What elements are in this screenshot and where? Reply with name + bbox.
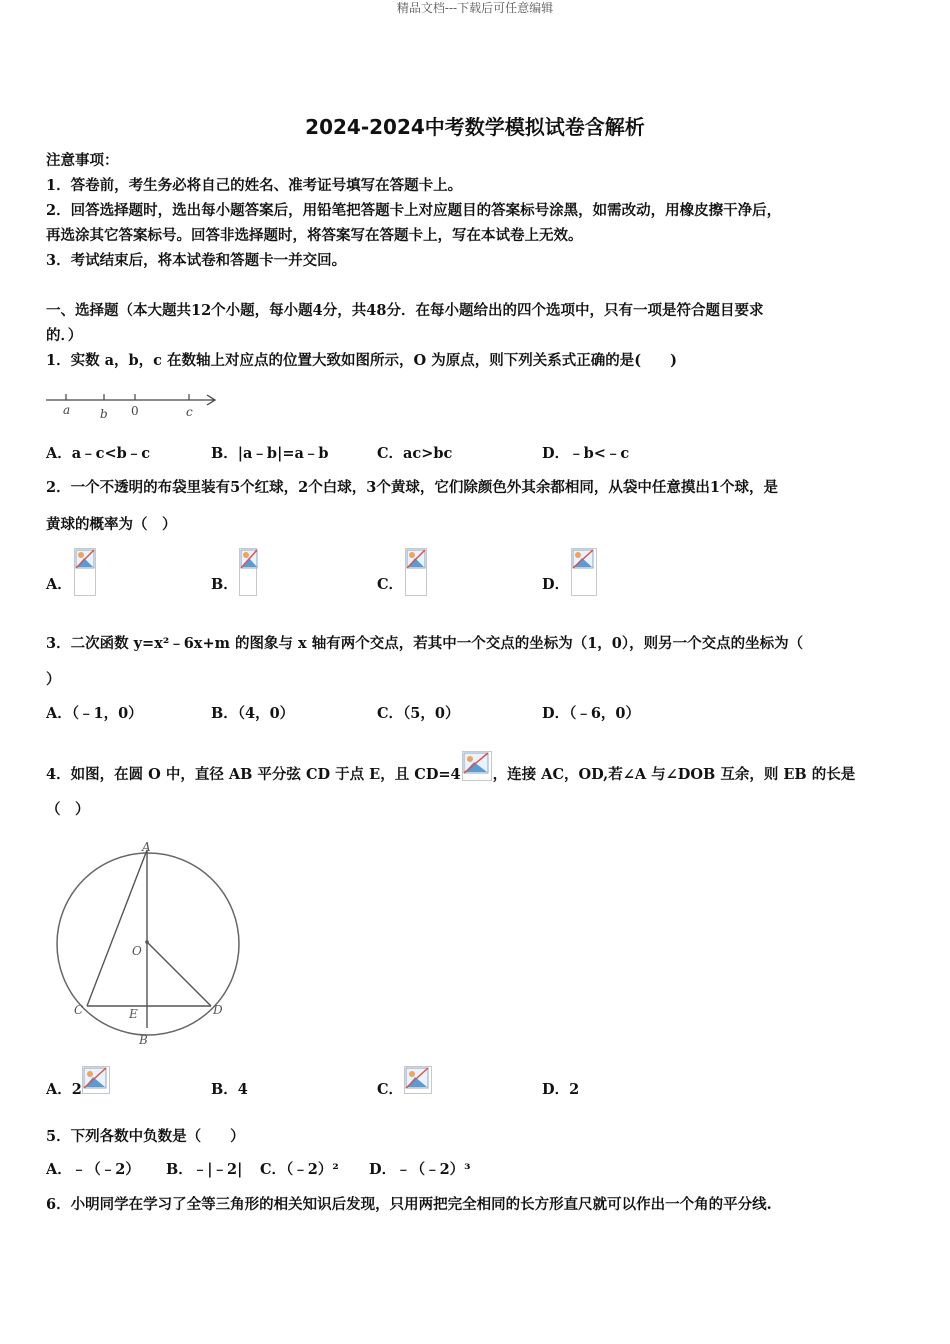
q4-option-a [46,1080,82,1100]
q2-option-c: C． [377,576,404,593]
point-label-a: A [142,840,151,854]
notice-item: 3．考试结束后，将本试卷和答题卡一并交回。 [46,252,347,269]
q2-option-b: B． [211,576,238,593]
broken-image-icon [82,1066,110,1094]
axis-label-a: a [63,403,71,417]
q5-option-b: B．﹣|﹣2| [166,1161,243,1178]
q5-option-d: D．﹣（﹣2）³ [369,1161,471,1178]
q3-option-b: B．（4，0） [211,705,295,722]
notice-item: 2．回答选择题时，选出每小题答案后，用铅笔把答题卡上对应题目的答案标号涂黑，如需改动，用橡皮擦干净后， [46,202,782,219]
q4-stem [46,751,855,785]
q5-stem: 5．下列各数中负数是（ ） [46,1128,245,1145]
broken-image-icon [239,548,257,596]
point-label-o: O [132,944,142,958]
q4-option-a-text: A．2 [46,1081,82,1098]
broken-image-icon [462,751,492,781]
point-label-d: D [213,1003,223,1017]
q3-option-a: A．（﹣1，0） [46,705,143,722]
q6-stem: 6．小明同学在学习了全等三角形的相关知识后发现，只用两把完全相同的长方形直尺就可以作出一个角的平分线. [46,1196,772,1213]
notice-item: 1．答卷前，考生务必将自己的姓名、准考证号填写在答题卡上。 [46,177,463,194]
q2-stem-cont: 黄球的概率为（ ） [46,516,177,533]
axis-label-zero: 0 [131,404,139,418]
q1-option-c: C．ac>bc [377,445,453,462]
q3-stem-cont: ） [46,671,61,688]
q4-stem-part1: 4．如图，在圆 O 中，直径 AB 平分弦 CD 于点 E，且 CD=4 [46,766,461,783]
notice-item: 再选涂其它答案标号。回答非选择题时，将答案写在答题卡上，写在本试卷上无效。 [46,227,583,244]
q3-stem: 3．二次函数 y=x²﹣6x+m 的图象与 x 轴有两个交点，若其中一个交点的坐标为（1，0），则另一个交点的坐标为（ [46,635,804,652]
circle-geometry-figure [50,838,270,1048]
q4-stem-part2: ，连接 AC，OD,若∠A 与∠DOB 互余，则 EB 的长是 [492,766,856,783]
broken-image-icon [74,548,96,596]
q2-stem: 2．一个不透明的布袋里装有5个红球，2个白球，3个黄球，它们除颜色外其余都相同，从袋中任意摸出1个球，是 [46,479,778,496]
point-label-b: B [139,1033,148,1047]
q4-option-d: D．2 [542,1081,580,1098]
section-heading: 一、选择题（本大题共12个小题，每小题4分，共48分．在每小题给出的四个选项中，只有一项是符合题目要求 [46,302,764,319]
q2-option-a: A． [46,576,72,593]
axis-label-b: b [100,407,108,421]
q1-option-d: D．﹣b<﹣c [542,445,630,462]
section-heading-cont: 的．） [46,327,83,344]
q3-option-c: C．（5，0） [377,705,460,722]
header-note: 精品文档---下载后可任意编辑 [396,1,554,15]
q4-stem-cont: （ ） [46,801,90,818]
notice-heading: 注意事项： [46,152,119,169]
q1-stem: 1．实数 a，b，c 在数轴上对应点的位置大致如图所示，O 为原点，则下列关系式正确的是( ) [46,352,677,369]
q3-option-d: D．（﹣6，0） [542,705,641,722]
broken-image-icon [404,1066,432,1094]
q5-option-c: C．（﹣2）² [260,1161,339,1178]
broken-image-icon [405,548,427,596]
point-label-e: E [129,1007,138,1021]
point-label-c: C [74,1003,84,1017]
broken-image-icon [571,548,597,596]
q1-option-b: B．|a﹣b|=a﹣b [211,445,329,462]
q5-option-a: A．﹣（﹣2） [46,1161,140,1178]
q4-option-c: C． [377,1081,404,1098]
q4-option-b: B．4 [211,1081,248,1098]
axis-label-c: c [186,405,193,419]
q2-option-d: D． [542,576,570,593]
number-line-figure [44,388,220,422]
q1-option-a: A．a﹣c<b﹣c [46,445,151,462]
page-title: 2024-2024中考数学模拟试卷含解析 [305,115,645,139]
